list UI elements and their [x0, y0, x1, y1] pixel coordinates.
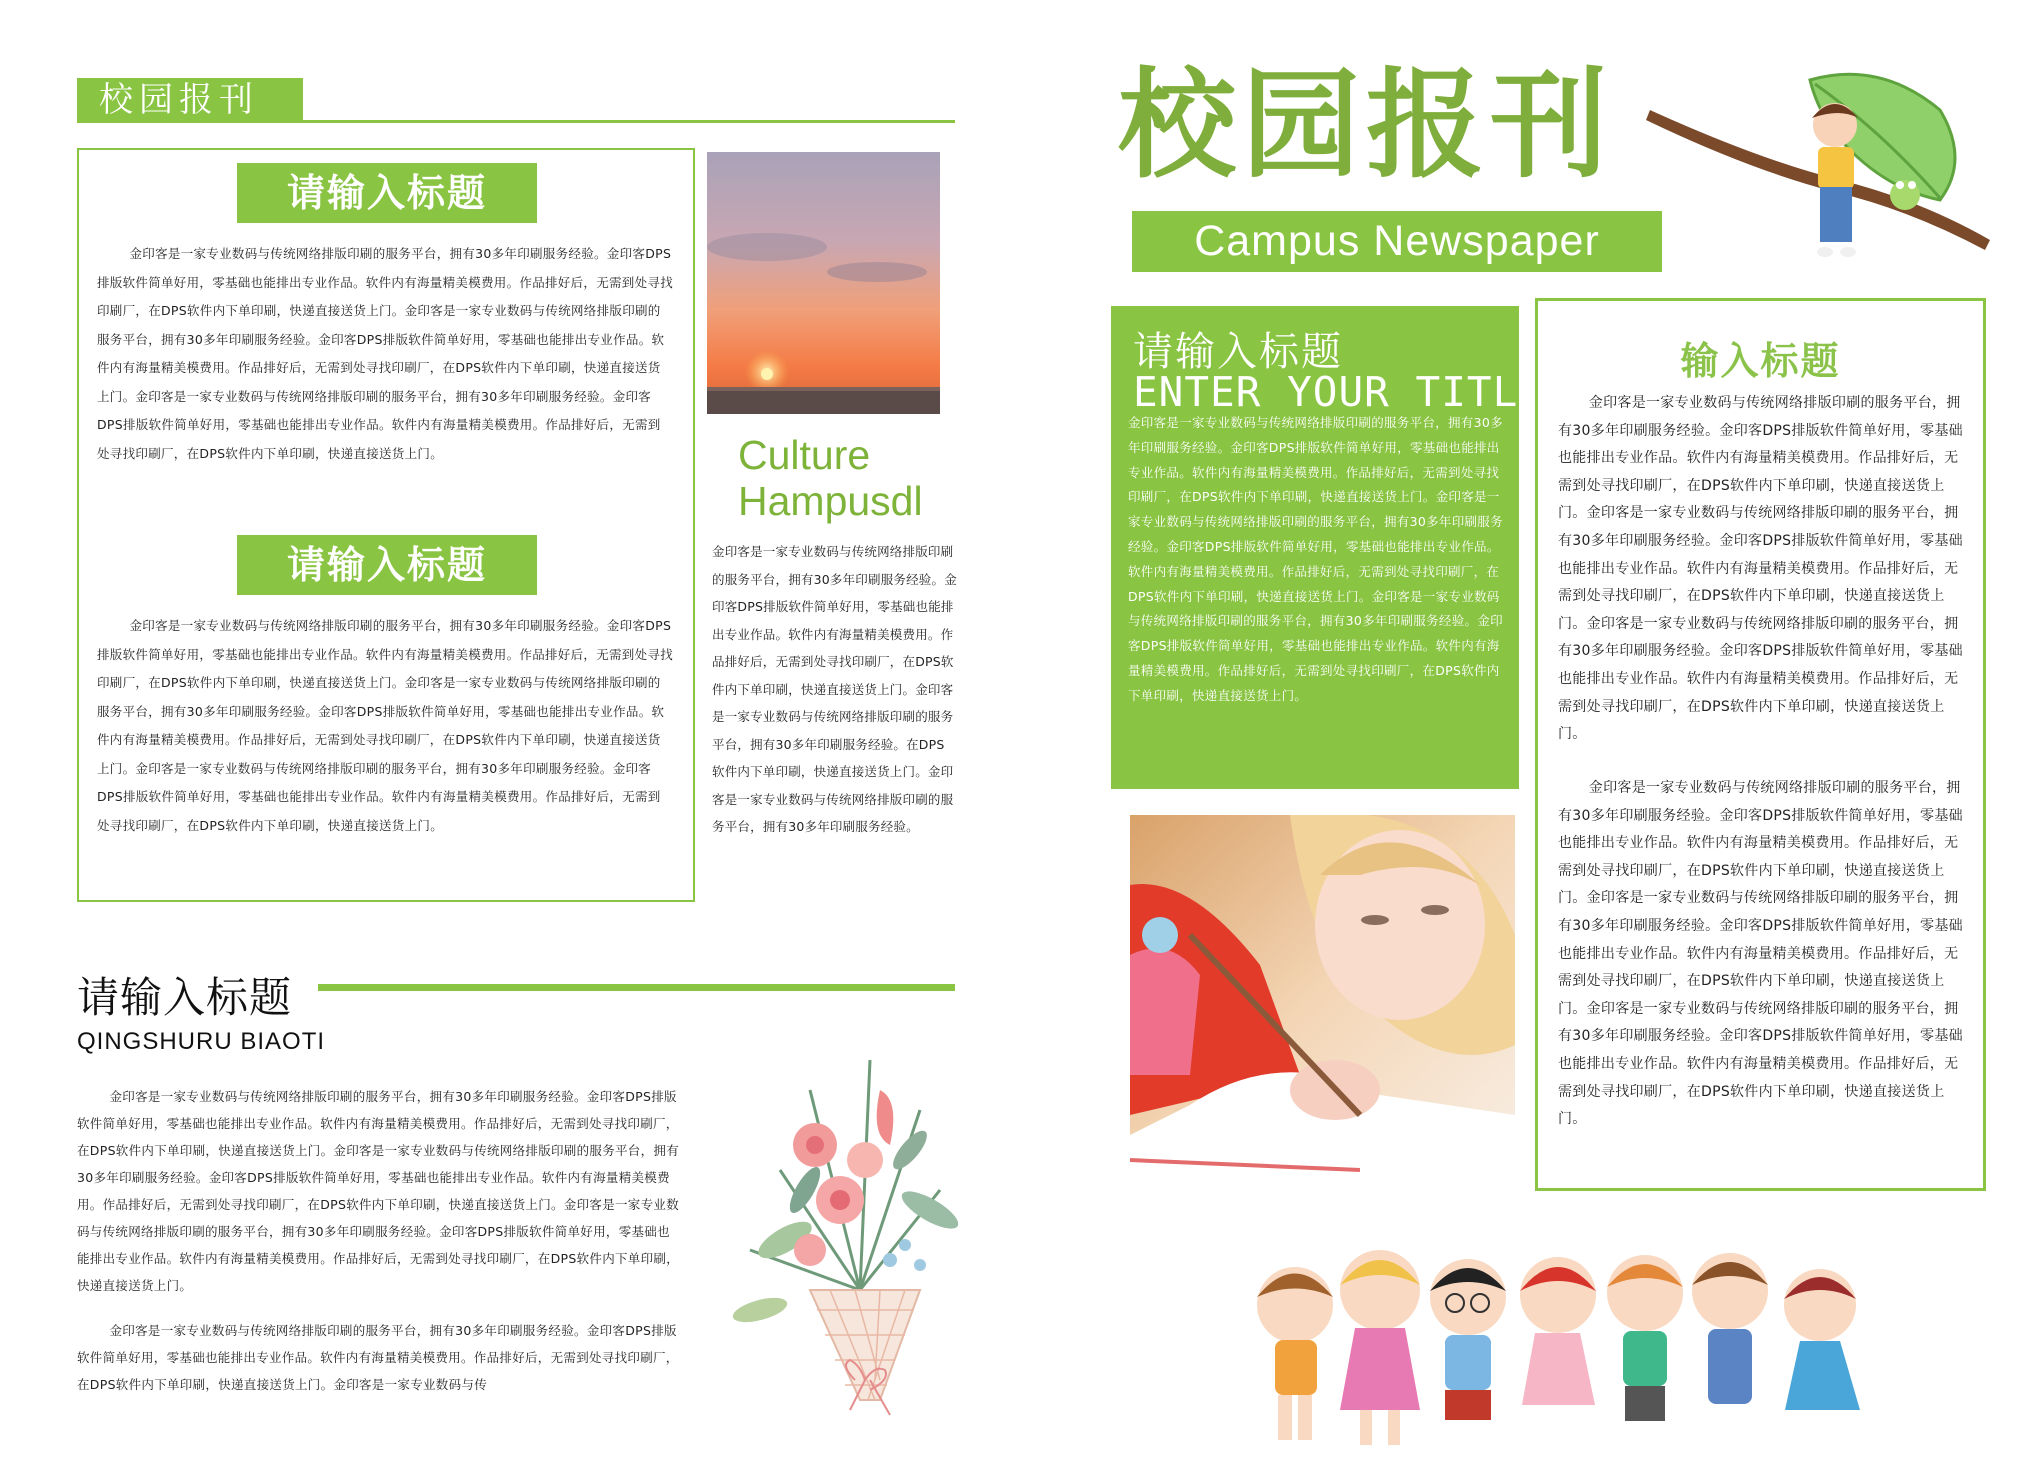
section3-rule: [318, 984, 955, 991]
left-page-header-rule: [77, 120, 955, 123]
culture-heading-line2: Hampusdl: [738, 478, 923, 524]
section3-subtitle: QINGSHURU BIAOTI: [77, 1028, 326, 1055]
children-group-illustration: [1240, 1225, 1910, 1455]
article-heading-1: 请输入标题: [237, 163, 537, 223]
right-article-text-2: 金印客是一家专业数码与传统网络排版印刷的服务平台，拥有30多年印刷服务经验。金印客DPS排版软件简单好用，零基础也能排出专业作品。软件内有海量精美模费用。作品排好后，无需到处寻找印刷厂，在DPS软件内下单印刷，快递直接送货上门。金印客是一家专业数码与传统网络排版印刷的服务平台，拥有30多年印刷服务经验。金印客DPS排版软件简单好用，零基础也能排出专业作品。软件内有海量精美模费用。作品排好后，无需到处寻找印刷厂，在DPS软件内下单印刷，快递直接送货上门。金印客是一家专业数码与传统网络排版印刷的服务平台，拥有30多年印刷服务经验。金印客DPS排版软件简单好用，零基础也能排出专业作品。软件内有海量精美模费用。作品排好后，无需到处寻找印刷厂，在DPS软件内下单印刷，快递直接送货上门。: [1558, 780, 1963, 1128]
masthead-title: 校园报刊: [1118, 56, 1615, 194]
culture-heading: [738, 432, 958, 524]
sunset-photo: [707, 152, 940, 414]
culture-text: 金印客是一家专业数码与传统网络排版印刷的服务平台，拥有30多年印刷服务经验。金印客DPS排版软件简单好用，零基础也能排出专业作品。软件内有海量精美模费用。作品排好后，无需到处寻找印刷厂，在DPS软件内下单印刷，快递直接送货上门。金印客是一家专业数码与传统网络排版印刷的服务平台，拥有30多年印刷服务经验。在DPS软件内下单印刷，快递直接送货上门。金印客是一家专业数码与传统网络排版印刷的服务平台，拥有30多年印刷服务经验。: [712, 544, 957, 834]
flower-bouquet-illustration: [690, 1050, 980, 1420]
featured-heading: 请输入标题: [1133, 329, 1343, 375]
featured-text: 金印客是一家专业数码与传统网络排版印刷的服务平台，拥有30多年印刷服务经验。金印客DPS排版软件简单好用，零基础也能排出专业作品。软件内有海量精美模费用。作品排好后，无需到处寻找印刷厂，在DPS软件内下单印刷，快递直接送货上门。金印客是一家专业数码与传统网络排版印刷的服务平台，拥有30多年印刷服务经验。金印客DPS排版软件简单好用，零基础也能排出专业作品。软件内有海量精美模费用。作品排好后，无需到处寻找印刷厂，在DPS软件内下单印刷，快递直接送货上门。金印客是一家专业数码与传统网络排版印刷的服务平台，拥有30多年印刷服务经验。金印客DPS排版软件简单好用，零基础也能排出专业作品。软件内有海量精美模费用。作品排好后，无需到处寻找印刷厂，在DPS软件内下单印刷，快递直接送货上门。: [1128, 415, 1503, 703]
culture-heading-line1: Culture: [738, 432, 871, 478]
featured-heading-en: ENTER YOUR TITLE: [1133, 368, 1544, 416]
masthead-subtitle: Campus Newspaper: [1132, 211, 1662, 272]
article-text-1: 金印客是一家专业数码与传统网络排版印刷的服务平台，拥有30多年印刷服务经验。金印客DPS排版软件简单好用，零基础也能排出专业作品。软件内有海量精美模费用。作品排好后，无需到处寻找印刷厂，在DPS软件内下单印刷，快递直接送货上门。金印客是一家专业数码与传统网络排版印刷的服务平台，拥有30多年印刷服务经验。金印客DPS排版软件简单好用，零基础也能排出专业作品。软件内有海量精美模费用。作品排好后，无需到处寻找印刷厂，在DPS软件内下单印刷，快递直接送货上门。金印客是一家专业数码与传统网络排版印刷的服务平台，拥有30多年印刷服务经验。金印客DPS排版软件简单好用，零基础也能排出专业作品。软件内有海量精美模费用。作品排好后，无需到处寻找印刷厂，在DPS软件内下单印刷，快递直接送货上门。: [97, 246, 674, 461]
section3-text-2: 金印客是一家专业数码与传统网络排版印刷的服务平台，拥有30多年印刷服务经验。金印客DPS排版软件简单好用，零基础也能排出专业作品。软件内有海量精美模费用。作品排好后，无需到处寻找印刷厂，在DPS软件内下单印刷，快递直接送货上门。金印客是一家专业数码与传: [77, 1323, 679, 1392]
section3-text-1: 金印客是一家专业数码与传统网络排版印刷的服务平台，拥有30多年印刷服务经验。金印客DPS排版软件简单好用，零基础也能排出专业作品。软件内有海量精美模费用。作品排好后，无需到处寻找印刷厂，在DPS软件内下单印刷，快递直接送货上门。金印客是一家专业数码与传统网络排版印刷的服务平台，拥有30多年印刷服务经验。金印客DPS排版软件简单好用，零基础也能排出专业作品。软件内有海量精美模费用。作品排好后，无需到处寻找印刷厂，在DPS软件内下单印刷，快递直接送货上门。金印客是一家专业数码与传统网络排版印刷的服务平台，拥有30多年印刷服务经验。金印客DPS排版软件简单好用，零基础也能排出专业作品。软件内有海量精美模费用。作品排好后，无需到处寻找印刷厂，在DPS软件内下单印刷，快递直接送货上门。: [77, 1089, 679, 1293]
article-text-2: 金印客是一家专业数码与传统网络排版印刷的服务平台，拥有30多年印刷服务经验。金印客DPS排版软件简单好用，零基础也能排出专业作品。软件内有海量精美模费用。作品排好后，无需到处寻找印刷厂，在DPS软件内下单印刷，快递直接送货上门。金印客是一家专业数码与传统网络排版印刷的服务平台，拥有30多年印刷服务经验。金印客DPS排版软件简单好用，零基础也能排出专业作品。软件内有海量精美模费用。作品排好后，无需到处寻找印刷厂，在DPS软件内下单印刷，快递直接送货上门。金印客是一家专业数码与传统网络排版印刷的服务平台，拥有30多年印刷服务经验。金印客DPS排版软件简单好用，零基础也能排出专业作品。软件内有海量精美模费用。作品排好后，无需到处寻找印刷厂，在DPS软件内下单印刷，快递直接送货上门。: [97, 618, 674, 833]
article-heading-2: 请输入标题: [237, 535, 537, 595]
section3-title: 请输入标题: [77, 973, 293, 1022]
boy-on-branch-illustration: [1640, 70, 2000, 270]
child-writing-photo: [1130, 815, 1515, 1177]
left-page-tab: 校园报刊: [77, 78, 303, 122]
right-article-text-1: 金印客是一家专业数码与传统网络排版印刷的服务平台，拥有30多年印刷服务经验。金印客DPS排版软件简单好用，零基础也能排出专业作品。软件内有海量精美模费用。作品排好后，无需到处寻找印刷厂，在DPS软件内下单印刷，快递直接送货上门。金印客是一家专业数码与传统网络排版印刷的服务平台，拥有30多年印刷服务经验。金印客DPS排版软件简单好用，零基础也能排出专业作品。软件内有海量精美模费用。作品排好后，无需到处寻找印刷厂，在DPS软件内下单印刷，快递直接送货上门。金印客是一家专业数码与传统网络排版印刷的服务平台，拥有30多年印刷服务经验。金印客DPS排版软件简单好用，零基础也能排出专业作品。软件内有海量精美模费用。作品排好后，无需到处寻找印刷厂，在DPS软件内下单印刷，快递直接送货上门。: [1558, 395, 1963, 743]
right-article-heading: 输入标题: [1680, 339, 1841, 383]
